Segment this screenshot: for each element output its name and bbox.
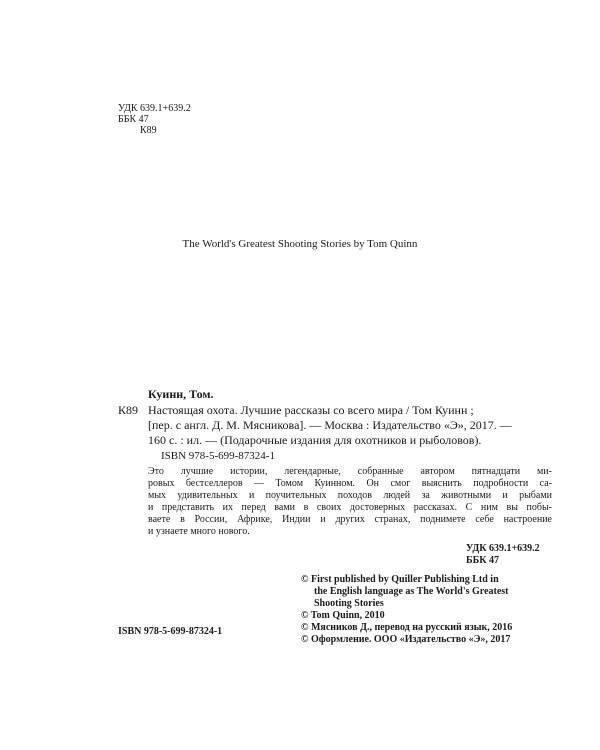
annotation-line: и представить их перед вами в своих достоверных рассказах. С ним вы побы- [148,502,552,513]
bbk-code-right: ББК 47 [466,555,499,566]
isbn-bottom: ISBN 978-5-699-87324-1 [118,626,223,637]
annotation-line: и узнаете много нового. [148,526,250,537]
annotation-line: Это лучшие истории, легендарные, собранные автором пятнадцати ми- [148,466,552,477]
author-mark: К89 [140,125,157,136]
annotation-line: ваете в России, Африке, Индии и других странах, поднимете себе настроение [148,514,552,525]
copyright-line: © First published by Quiller Publishing Ltd in [301,574,499,585]
annotation-line: мых удивительных и поучительных походов людей за животными и рыбами [148,490,552,501]
author-heading: Куинн, Том. [148,387,214,401]
copyright-line: Shooting Stories [314,598,384,609]
isbn-record: ISBN 978-5-699-87324-1 [161,450,275,462]
bibliographic-line: [пер. с англ. Д. М. Мясникова]. — Москва : Издательство «Э», 2017. — [148,418,512,432]
author-mark-record: К89 [118,403,139,417]
copyright-line: the English language as The World's Greatest [314,586,509,597]
copyright-line: © Tom Quinn, 2010 [301,610,385,621]
copyright-line: © Мясников Д., перевод на русский язык, 2016 [301,622,513,633]
bibliographic-line: Настоящая охота. Лучшие рассказы со всего мира / Том Куинн ; [148,403,474,417]
annotation-line: ровых бестселлеров — Томом Куинном. Он смог выяснить подробности са- [148,478,552,489]
original-title: The World's Greatest Shooting Stories by Tom Quinn [182,238,418,250]
bbk-code: ББК 47 [118,114,149,125]
udk-code: УДК 639.1+639.2 [118,103,191,114]
udk-code-right: УДК 639.1+639.2 [466,543,540,554]
bibliographic-line: 160 с. : ил. — (Подарочные издания для охотников и рыболовов). [148,433,482,447]
copyright-line: © Оформление. ООО «Издательство «Э», 2017 [301,634,511,645]
